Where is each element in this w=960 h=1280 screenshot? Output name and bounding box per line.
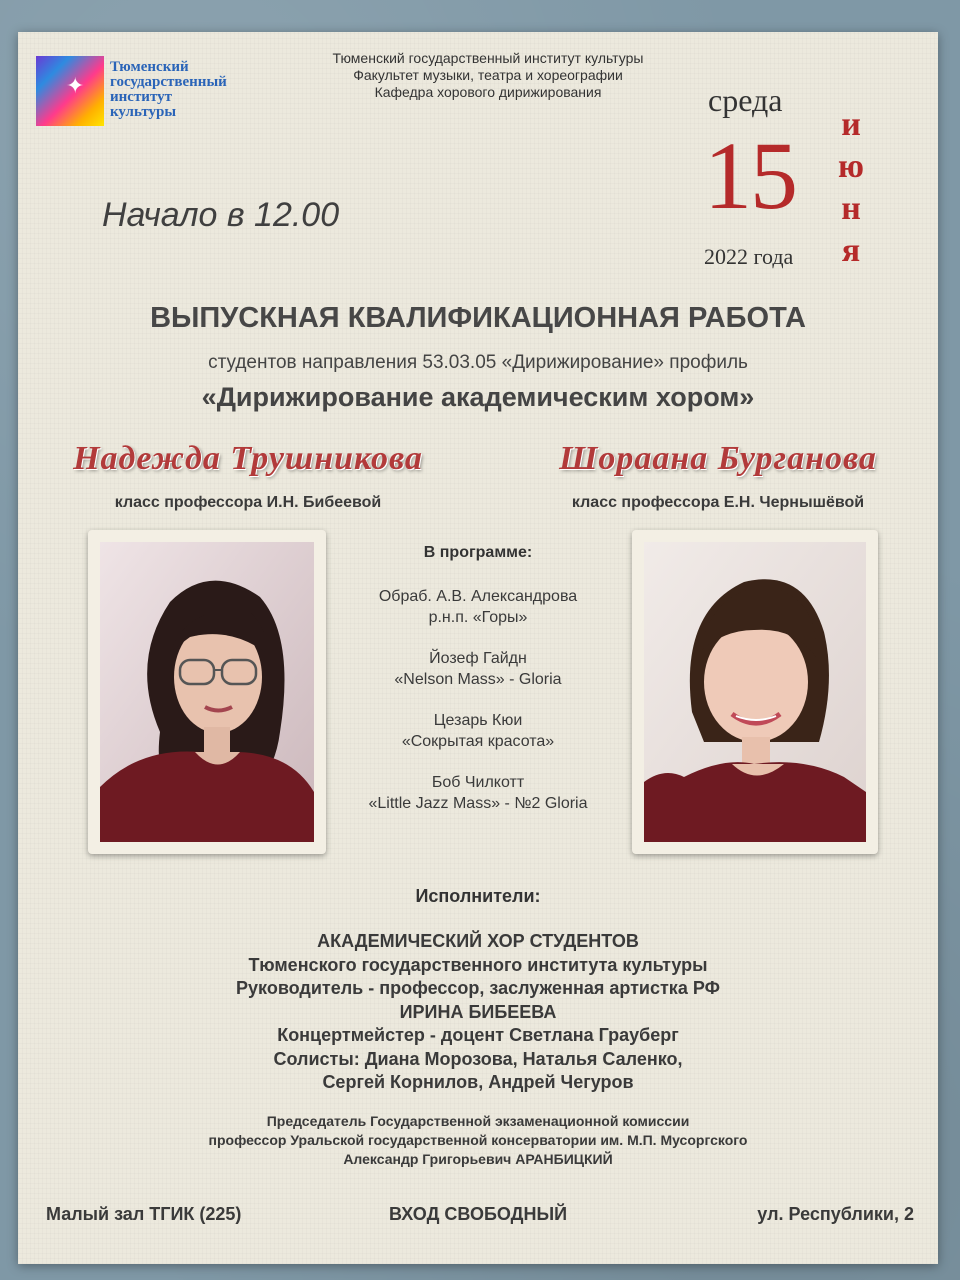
program-composer: Цезарь Кюи — [433, 712, 523, 729]
commission-chair — [18, 1112, 938, 1169]
chair-line: Александр Григорьевич АРАНБИЦКИЙ — [343, 1151, 613, 1167]
poster — [18, 32, 938, 1264]
student-photo-1 — [100, 542, 314, 842]
start-time: Начало в 12.00 — [102, 196, 340, 234]
program-composer: Боб Чилкотт — [431, 774, 525, 791]
institution-name: Тюменский государственный институт культуры — [332, 50, 644, 66]
program-work: «Сокрытая красота» — [401, 733, 555, 750]
month-letter: и — [841, 106, 861, 143]
venue: Малый зал ТГИК (225) — [46, 1204, 242, 1224]
logo-line: культуры — [110, 104, 177, 120]
weekday: среда — [708, 82, 783, 118]
student-photo-frame-2 — [632, 530, 878, 854]
month-vertical — [836, 104, 866, 272]
chair-line: профессор Уральской государственной консерватории им. М.П. Мусоргского — [208, 1132, 748, 1148]
month-letter: н — [841, 190, 861, 227]
program-item — [308, 648, 648, 690]
program-composer: Обраб. А.В. Александрова — [378, 588, 578, 605]
faculty-name: Факультет музыки, театра и хореографии — [353, 67, 623, 83]
department-name: Кафедра хорового дирижирования — [374, 84, 602, 100]
performers-line: Руководитель - профессор, заслуженная артистка РФ — [236, 978, 720, 998]
free-entry: ВХОД СВОБОДНЫЙ — [388, 1204, 568, 1224]
program-item — [308, 710, 648, 752]
performers-line: Солисты: Диана Морозова, Наталья Саленко, — [273, 1048, 683, 1069]
portrait-illustration — [100, 542, 314, 842]
performers-list — [18, 930, 938, 1095]
event-title: ВЫПУСКНАЯ КВАЛИФИКАЦИОННАЯ РАБОТА — [150, 302, 806, 334]
program-work: «Nelson Mass» - Gloria — [394, 671, 562, 688]
student-photo-2 — [644, 542, 866, 842]
performers-heading: Исполнители: — [415, 886, 541, 906]
student-class-2: класс профессора Е.Н. Чернышёвой — [571, 494, 865, 511]
student-class-1: класс профессора И.Н. Бибеевой — [114, 494, 382, 511]
month-letter: ю — [838, 148, 864, 185]
student-name-1: Надежда Трушникова — [73, 440, 423, 477]
program-item — [308, 586, 648, 628]
student-photo-frame-1 — [88, 530, 326, 854]
institute-logo-mark — [36, 56, 104, 126]
program-heading: В программе: — [423, 544, 533, 561]
student-name-2: Шораана Бурганова — [559, 440, 877, 477]
logo-line: Тюменский — [110, 59, 189, 75]
logo-line: институт — [110, 89, 172, 105]
portrait-illustration — [644, 542, 866, 842]
address: ул. Республики, 2 — [757, 1204, 914, 1224]
performers-line: Тюменского государственного института культуры — [248, 954, 708, 975]
program-work: р.н.п. «Горы» — [428, 609, 528, 626]
program-composer: Йозеф Гайдн — [429, 650, 527, 667]
month-letter: я — [841, 232, 861, 269]
performers-line: ИРИНА БИБЕЕВА — [399, 1001, 557, 1022]
day-number: 15 — [704, 122, 796, 229]
institute-logo-text — [110, 60, 280, 120]
performers-line: АКАДЕМИЧЕСКИЙ ХОР СТУДЕНТОВ — [317, 931, 639, 951]
year: 2022 года — [704, 244, 794, 269]
logo-line: государственный — [110, 74, 227, 90]
event-profile: «Дирижирование академическим хором» — [201, 382, 755, 412]
institution-header — [298, 50, 678, 101]
chair-line: Председатель Государственной экзаменационной комиссии — [266, 1113, 690, 1129]
star-icon: ✦ — [66, 73, 85, 98]
performers-line: Концертмейстер - доцент Светлана Грауберг — [277, 1025, 679, 1045]
performers-line: Сергей Корнилов, Андрей Чегуров — [322, 1072, 634, 1092]
event-subtitle: студентов направления 53.03.05 «Дирижирование» профиль — [208, 352, 748, 373]
program-item — [308, 772, 648, 814]
program-work: «Little Jazz Mass» - №2 Gloria — [368, 795, 588, 812]
